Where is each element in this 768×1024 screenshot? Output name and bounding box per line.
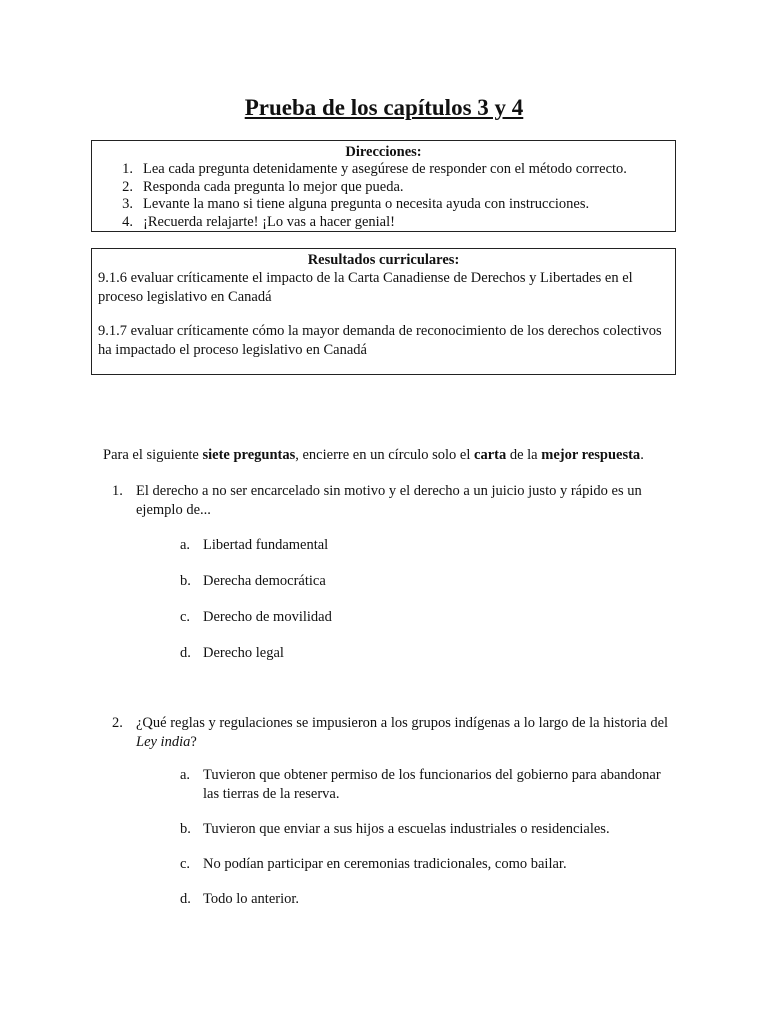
outcome-item: 9.1.7 evaluar críticamente cómo la mayor demanda de reconocimiento de los derechos colectivos ha impactado el proceso legislativo en Canadá	[98, 323, 662, 358]
question-number: 2.	[112, 715, 123, 731]
answer-option[interactable]	[112, 820, 672, 839]
option-letter: c.	[180, 609, 191, 625]
direction-item	[92, 161, 675, 179]
instructions-emphasis: mejor respuesta	[541, 447, 641, 463]
answer-option[interactable]	[112, 644, 672, 663]
option-text: Derecho de movilidad	[203, 609, 332, 625]
option-text: No podían participar en ceremonias tradicionales, como bailar.	[203, 856, 567, 872]
option-letter: a.	[180, 537, 191, 553]
option-letter: b.	[180, 573, 191, 589]
answer-options	[112, 766, 672, 909]
answer-option[interactable]	[112, 572, 672, 591]
question-stem	[112, 714, 672, 752]
direction-number: 1.	[122, 161, 133, 177]
answer-option[interactable]	[112, 608, 672, 627]
answer-option[interactable]	[112, 855, 672, 874]
direction-text: Responda cada pregunta lo mejor que pueda.	[143, 178, 404, 195]
law-title: Ley india	[136, 734, 191, 750]
question-text: El derecho a no ser encarcelado sin motivo y el derecho a un juicio justo y rápido es un ejemplo de...	[136, 483, 642, 518]
answer-options	[112, 536, 672, 663]
direction-text: Levante la mano si tiene alguna pregunta o necesita ayuda con instrucciones.	[143, 196, 590, 212]
option-letter: a.	[180, 767, 191, 783]
answer-option[interactable]	[112, 766, 672, 804]
direction-text: Lea cada pregunta detenidamente y asegúrese de responder con el método correcto.	[143, 161, 627, 177]
directions-list	[92, 161, 675, 231]
answer-option[interactable]	[112, 890, 672, 909]
instructions-text: .	[640, 447, 644, 463]
question-stem	[112, 482, 672, 520]
section-instructions	[103, 446, 703, 465]
directions-box	[91, 140, 676, 232]
page-title: Prueba de los capítulos 3 y 4	[244, 95, 524, 120]
option-text: Libertad fundamental	[203, 537, 329, 553]
instructions-emphasis: siete preguntas	[202, 447, 296, 463]
option-letter: c.	[180, 856, 191, 872]
question-text: ¿Qué reglas y regulaciones se impusieron a los grupos indígenas a lo largo de la historia del	[136, 715, 669, 731]
instructions-text: de la	[506, 447, 542, 463]
option-text: Tuvieron que enviar a sus hijos a escuelas industriales o residenciales.	[203, 821, 610, 837]
option-letter: d.	[180, 891, 191, 907]
curricular-outcomes-box	[91, 248, 676, 375]
instructions-text: Para el siguiente	[103, 447, 203, 463]
instructions-text: , encierre en un círculo solo el	[295, 447, 475, 463]
outcomes-heading: Resultados curriculares:	[307, 252, 460, 268]
instructions-emphasis: carta	[474, 447, 507, 463]
question-number: 1.	[112, 483, 123, 499]
direction-number: 3.	[122, 196, 133, 212]
option-text: Todo lo anterior.	[203, 891, 300, 907]
direction-number: 4.	[122, 213, 133, 230]
option-text: Derecha democrática	[203, 573, 326, 589]
question-text-end: ?	[190, 734, 197, 750]
option-letter: b.	[180, 821, 191, 837]
direction-text: ¡Recuerda relajarte! ¡Lo vas a hacer genial!	[143, 213, 395, 230]
answer-option[interactable]	[112, 536, 672, 555]
direction-number: 2.	[122, 178, 133, 195]
option-letter: d.	[180, 645, 191, 661]
directions-heading: Direcciones:	[345, 144, 422, 160]
question-2	[112, 714, 672, 925]
direction-item	[92, 214, 675, 232]
outcome-item: 9.1.6 evaluar críticamente el impacto de la Carta Canadiense de Derechos y Libertades en el proceso legislativo en Canadá	[98, 270, 633, 305]
direction-item	[92, 179, 675, 197]
option-text: Derecho legal	[203, 645, 284, 661]
option-text: Tuvieron que obtener permiso de los funcionarios del gobierno para abandonar las tierras de la reserva.	[203, 767, 661, 802]
direction-item	[92, 196, 675, 214]
question-1	[112, 482, 672, 680]
